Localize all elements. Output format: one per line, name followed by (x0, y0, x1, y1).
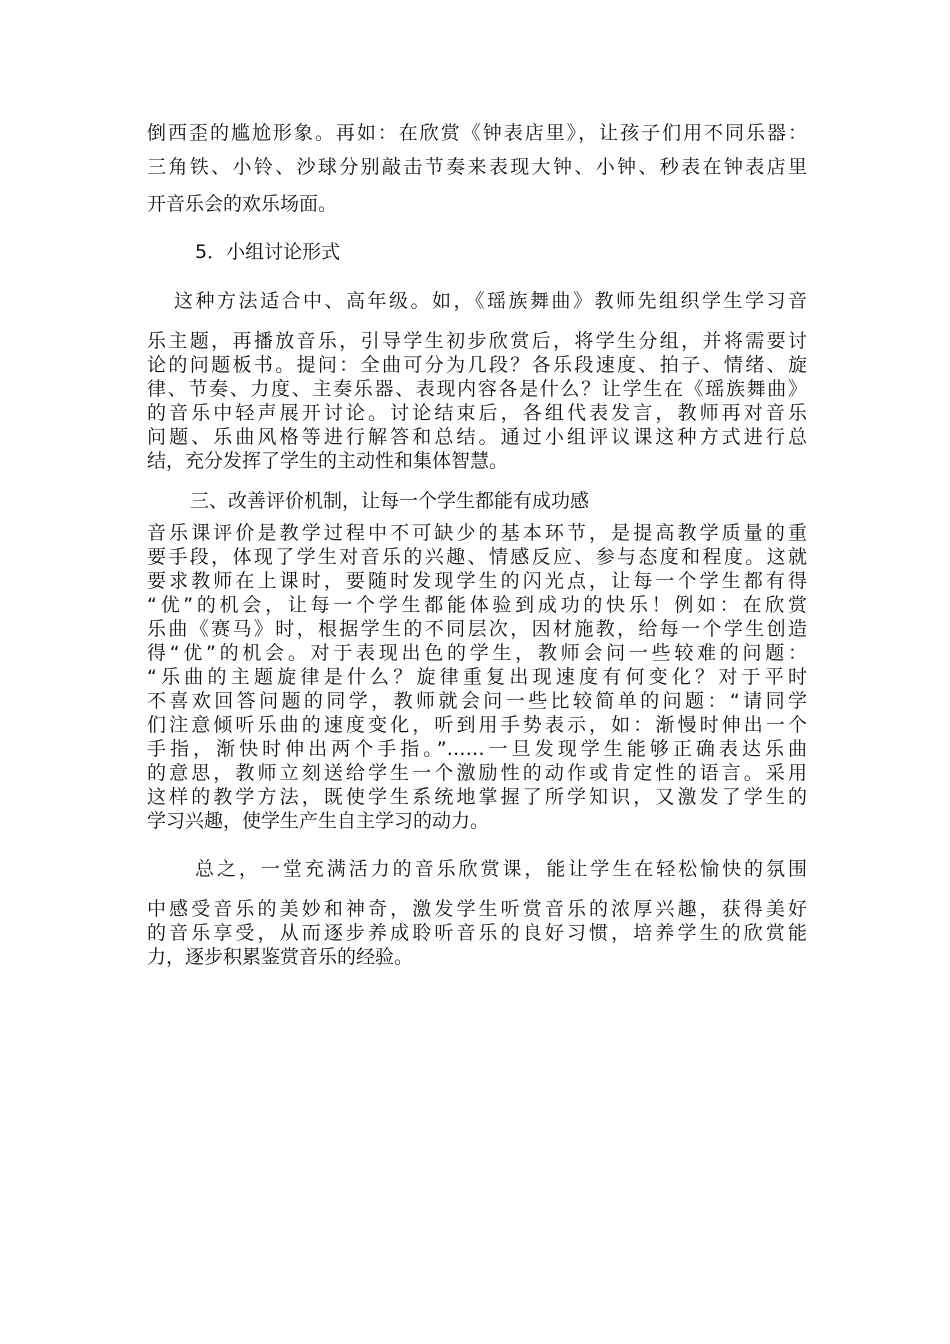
text-line: 乐曲《赛马》时，根据学生的不同层次，因材施教，给每一个学生创造 (147, 618, 807, 640)
text-line: 音乐课评价是教学过程中不可缺少的基本环节，是提高教学质量的重 (147, 522, 807, 544)
text-line: 结，充分发挥了学生的主动性和集体智慧。 (147, 450, 509, 472)
text-line: 问题、乐曲风格等进行解答和总结。通过小组评议课这种方式进行总 (147, 426, 807, 448)
text-line: 三角铁、小铃、沙球分别敲击节奏来表现大钟、小钟、秒表在钟表店里 (147, 156, 807, 178)
text-line: 律、节奏、力度、主奏乐器、表现内容各是什么？让学生在《瑶族舞曲》 (147, 378, 807, 400)
text-line: 们注意倾听乐曲的速度变化，听到用手势表示，如：渐慢时伸出一个 (147, 714, 807, 736)
text-line: 力，逐步积累鉴赏音乐的经验。 (147, 946, 414, 968)
text-line: 的音乐享受，从而逐步养成聆听音乐的良好习惯，培养学生的欣赏能 (147, 922, 807, 944)
text-line: “优”的机会，让每一个学生都能体验到成功的快乐！例如：在欣赏 (147, 594, 807, 616)
section-heading: 5．小组讨论形式 (195, 241, 341, 263)
text-line: 的音乐中轻声展开讨论。讨论结束后，各组代表发言，教师再对音乐 (147, 402, 807, 424)
section-heading: 三、改善评价机制，让每一个学生都能有成功感 (190, 490, 590, 512)
text-line: 论的问题板书。提问：全曲可分为几段？各乐段速度、拍子、情绪、旋 (147, 354, 807, 376)
text-line: 开音乐会的欢乐场面。 (147, 193, 338, 215)
text-line: 的意思，教师立刻送给学生一个激励性的动作或肯定性的语言。采用 (147, 762, 807, 784)
text-line: 得“优”的机会。对于表现出色的学生，教师会问一些较难的问题： (147, 642, 807, 664)
text-line: 要手段，体现了学生对音乐的兴趣、情感反应、参与态度和程度。这就 (147, 546, 807, 568)
text-line: 这种方法适合中、高年级。如，《瑶族舞曲》教师先组织学生学习音 (174, 290, 807, 312)
text-line: 总之，一堂充满活力的音乐欣赏课，能让学生在轻松愉快的氛围 (195, 858, 807, 880)
text-line: 倒西歪的尴尬形象。再如：在欣赏《钟表店里》，让孩子们用不同乐器： (147, 122, 807, 144)
text-line: 不喜欢回答问题的同学，教师就会问一些比较简单的问题：“请同学 (147, 690, 807, 712)
text-line: 学习兴趣，使学生产生自主学习的动力。 (147, 810, 490, 832)
text-line: “乐曲的主题旋律是什么？旋律重复出现速度有何变化？对于平时 (147, 666, 807, 688)
text-line: 这样的教学方法，既使学生系统地掌握了所学知识，又激发了学生的 (147, 786, 807, 808)
text-line: 要求教师在上课时，要随时发现学生的闪光点，让每一个学生都有得 (147, 570, 807, 592)
text-line: 手指，渐快时伸出两个手指。”……一旦发现学生能够正确表达乐曲 (147, 738, 807, 760)
text-line: 乐主题，再播放音乐，引导学生初步欣赏后，将学生分组，并将需要讨 (147, 330, 807, 352)
text-line: 中感受音乐的美妙和神奇，激发学生听赏音乐的浓厚兴趣，获得美好 (147, 898, 807, 920)
